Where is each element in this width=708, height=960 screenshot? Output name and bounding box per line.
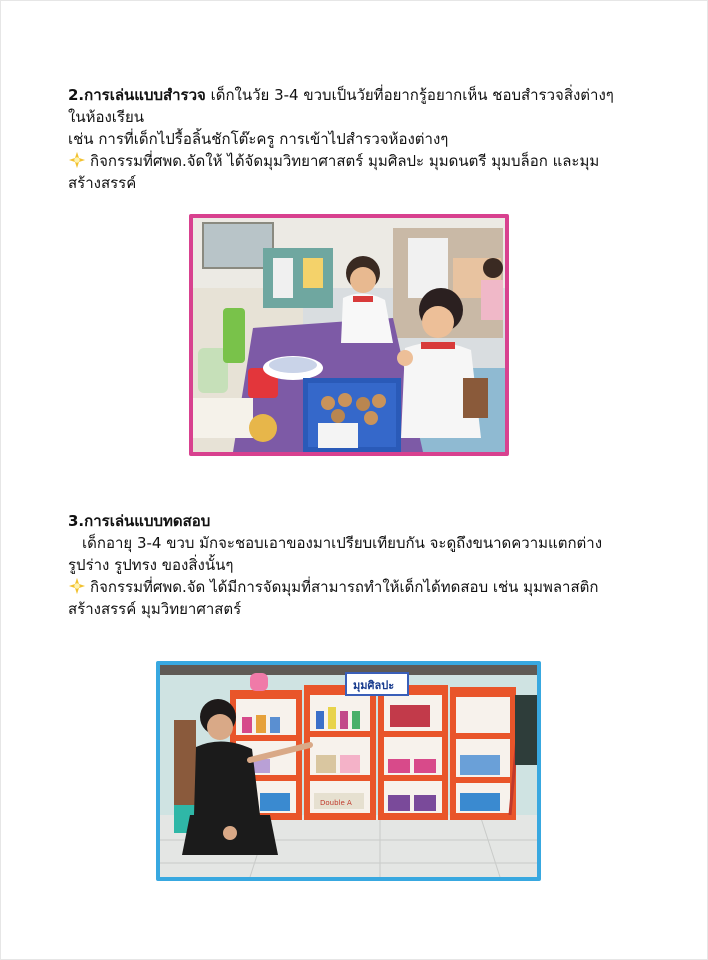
sparkle-star-icon — [68, 151, 86, 169]
section-2 — [68, 84, 648, 194]
paper-box-label: Double A — [320, 799, 352, 807]
art-corner-photo — [156, 661, 541, 881]
section-3-activity-text-1: กิจกรรมที่ศพด.จัด ได้มีการจัดมุมที่สามารถทำให้เด็กได้ทดสอบ เช่น มุมพลาสติก — [90, 578, 599, 596]
section-2-heading: 2.การเล่นแบบสำรวจ — [68, 86, 206, 104]
shelf-unit-2 — [304, 685, 376, 820]
section-3-line-1: เด็กอายุ 3-4 ขวบ มักจะชอบเอาของมาเปรียบเทียบกัน จะดูถึงขนาดความแตกต่าง — [82, 534, 603, 552]
section-2-activity — [68, 150, 648, 172]
section-2-activity-text-1: กิจกรรมที่ศพด.จัดให้ ได้จัดมุมวิทยาศาสตร์ มุมศิลปะ มุมดนตรี มุมบล็อก และมุม — [90, 152, 600, 170]
section-2-intro: เด็กในวัย 3-4 ขวบเป็นวัยที่อยากรู้อยากเห็น ชอบสำรวจสิ่งต่างๆ — [205, 86, 614, 104]
art-corner-sign: มุมศิลปะ — [353, 679, 395, 692]
section-3-activity-text-2: สร้างสรรค์ มุมวิทยาศาสตร์ — [68, 600, 242, 618]
art-corner-illustration — [160, 665, 537, 877]
section-3-activity — [68, 576, 648, 598]
section-3 — [68, 510, 648, 620]
section-3-heading: 3.การเล่นแบบทดสอบ — [68, 512, 211, 530]
children-exploring-illustration — [193, 218, 505, 452]
section-2-line-1 — [68, 84, 648, 106]
sparkle-star-icon — [68, 577, 86, 595]
section-2-line-2: ในห้องเรียน — [68, 108, 145, 126]
section-2-activity-text-2: สร้างสรรค์ — [68, 174, 137, 192]
shelf-unit-4 — [450, 687, 516, 820]
section-2-line-3: เช่น การที่เด็กไปรื้อลิ้นชักโต๊ะครู การเข้าไปสำรวจห้องต่างๆ — [68, 130, 449, 148]
children-exploring-photo — [189, 214, 509, 456]
section-3-line-2: รูปร่าง รูปทรง ของสิ่งนั้นๆ — [68, 556, 234, 574]
shelf-unit-3 — [378, 685, 448, 820]
